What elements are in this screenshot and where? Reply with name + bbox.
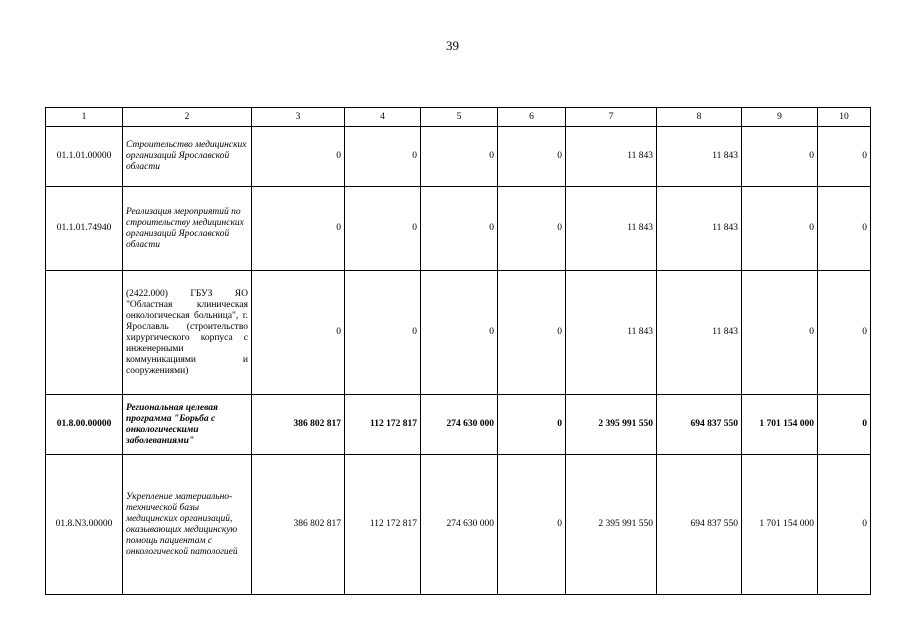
column-header: 5 [421, 108, 498, 127]
row-value: 1 701 154 000 [742, 455, 818, 595]
row-value: 0 [818, 455, 871, 595]
row-value: 0 [818, 395, 871, 455]
row-value: 0 [498, 395, 566, 455]
row-value: 112 172 817 [345, 395, 421, 455]
row-value: 11 843 [657, 127, 742, 187]
row-value: 112 172 817 [345, 455, 421, 595]
row-value: 2 395 991 550 [566, 455, 657, 595]
row-value: 0 [498, 187, 566, 271]
row-value: 0 [421, 127, 498, 187]
column-header: 7 [566, 108, 657, 127]
row-value: 11 843 [566, 127, 657, 187]
row-value: 1 701 154 000 [742, 395, 818, 455]
column-header: 3 [252, 108, 345, 127]
row-value: 0 [742, 127, 818, 187]
header-row [46, 108, 871, 127]
row-value: 2 395 991 550 [566, 395, 657, 455]
row-value: 274 630 000 [421, 455, 498, 595]
row-value: 386 802 817 [252, 455, 345, 595]
row-value: 11 843 [566, 271, 657, 395]
column-header: 2 [123, 108, 252, 127]
row-value: 0 [421, 187, 498, 271]
row-code: 01.1.01.74940 [46, 187, 123, 271]
table-row [46, 271, 871, 395]
table-row [46, 455, 871, 595]
row-code: 01.1.01.00000 [46, 127, 123, 187]
column-header: 6 [498, 108, 566, 127]
row-value: 0 [345, 271, 421, 395]
column-header: 10 [818, 108, 871, 127]
row-value: 0 [498, 127, 566, 187]
row-value: 0 [818, 127, 871, 187]
row-code: 01.8.00.00000 [46, 395, 123, 455]
row-value: 11 843 [657, 187, 742, 271]
row-value: 694 837 550 [657, 395, 742, 455]
column-header: 1 [46, 108, 123, 127]
budget-table [45, 107, 871, 595]
row-value: 0 [345, 187, 421, 271]
row-value: 0 [252, 127, 345, 187]
row-value: 0 [498, 271, 566, 395]
row-value: 0 [498, 455, 566, 595]
table-row [46, 395, 871, 455]
row-value: 0 [818, 271, 871, 395]
row-value: 0 [345, 127, 421, 187]
row-name: Укрепление материально-технической базы медицинских организаций, оказывающих медицинскую помощь пациентам с онкологической патологией [123, 455, 252, 595]
row-value: 11 843 [566, 187, 657, 271]
column-header: 4 [345, 108, 421, 127]
row-name: Строительство медицинских организаций Ярославской области [123, 127, 252, 187]
table-row [46, 127, 871, 187]
column-header: 9 [742, 108, 818, 127]
row-value: 0 [252, 271, 345, 395]
row-value: 694 837 550 [657, 455, 742, 595]
row-value: 0 [818, 187, 871, 271]
row-code [46, 271, 123, 395]
row-name: (2422.000) ГБУЗ ЯО "Областная клиническая онкологическая больница", г. Ярославль (строительство хирургического корпуса с инженерными коммуникациями и сооружениями) [123, 271, 252, 395]
row-value: 0 [742, 187, 818, 271]
column-header: 8 [657, 108, 742, 127]
row-code: 01.8.N3.00000 [46, 455, 123, 595]
table-row [46, 187, 871, 271]
row-value: 0 [421, 271, 498, 395]
row-name: Реализация мероприятий по строительству медицинских организаций Ярославской области [123, 187, 252, 271]
row-name: Региональная целевая программа "Борьба с онкологическими заболеваниями" [123, 395, 252, 455]
row-value: 0 [252, 187, 345, 271]
page-number: 39 [446, 38, 459, 53]
row-value: 386 802 817 [252, 395, 345, 455]
row-value: 0 [742, 271, 818, 395]
row-value: 274 630 000 [421, 395, 498, 455]
row-value: 11 843 [657, 271, 742, 395]
